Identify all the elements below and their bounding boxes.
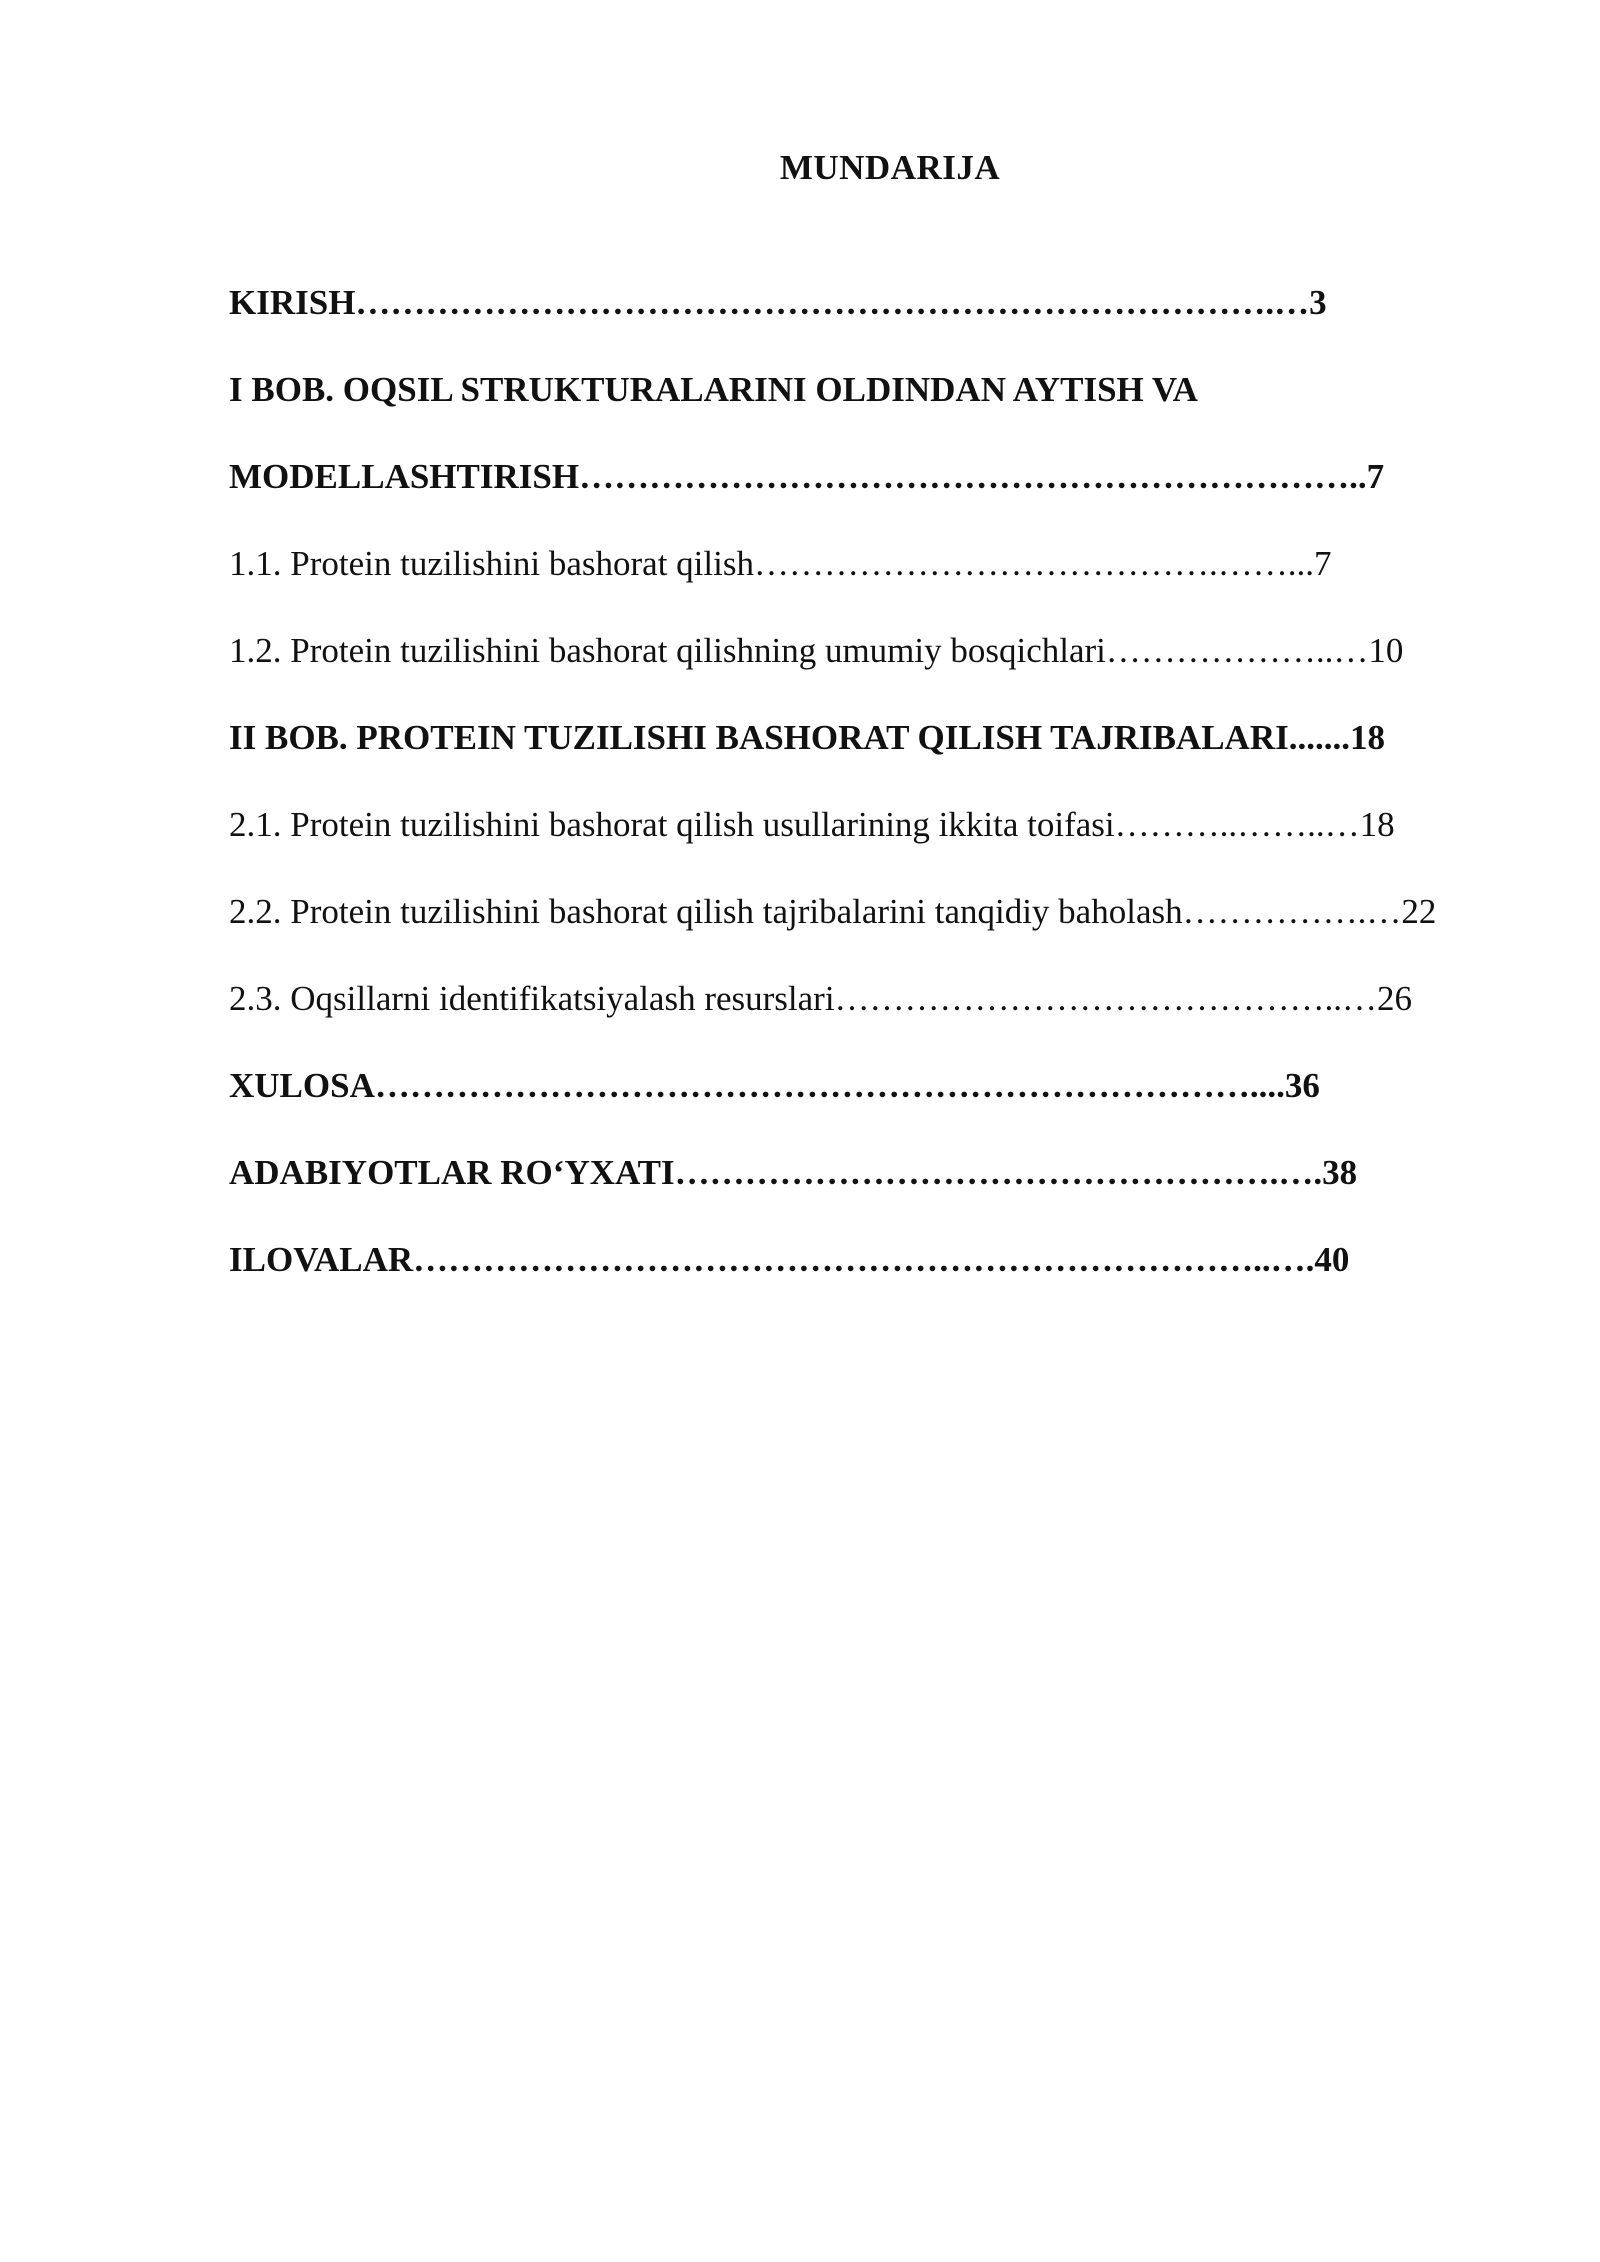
toc-entry-xulosa: XULOSA…………………………………………………………………....36 [229,1066,1320,1105]
toc-entry-ilovalar: ILOVALAR………………………………………………………………..….40 [229,1240,1350,1279]
toc-entry-chapter-1-line-1: I BOB. OQSIL STRUKTURALARINI OLDINDAN AYTISH VA [229,370,1198,409]
toc-entry-chapter-2: II BOB. PROTEIN TUZILISHI BASHORAT QILISH TAJRIBALARI.......18 [229,718,1385,757]
toc-entry-chapter-1-line-2: MODELLASHTIRISH…………………………………………………………..7 [229,457,1385,496]
toc-entry-kirish: KIRISH…………………………………………………………………….…3 [229,283,1327,322]
toc-entry-section-2-2: 2.2. Protein tuzilishini bashorat qilish tajribalarini tanqidiy baholash…………….…22 [229,892,1437,931]
toc-entry-section-1-2: 1.2. Protein tuzilishini bashorat qilishning umumiy bosqichlari………………..…10 [229,631,1404,670]
toc-entry-section-1-1: 1.1. Protein tuzilishini bashorat qilish………………………………….……...7 [229,544,1332,583]
page-title: MUNDARIJA [779,148,1001,187]
toc-entry-section-2-3: 2.3. Oqsillarni identifikatsiyalash resurslari……………………………………..…26 [229,979,1413,1018]
toc-entry-adabiyotlar: ADABIYOTLAR RO‘YXATI…………………………………………….….38 [229,1153,1358,1192]
table-of-contents [229,270,1504,1314]
toc-entry-section-2-1: 2.1. Protein tuzilishini bashorat qilish usullarining ikkita toifasi………..……..…18 [229,805,1395,844]
